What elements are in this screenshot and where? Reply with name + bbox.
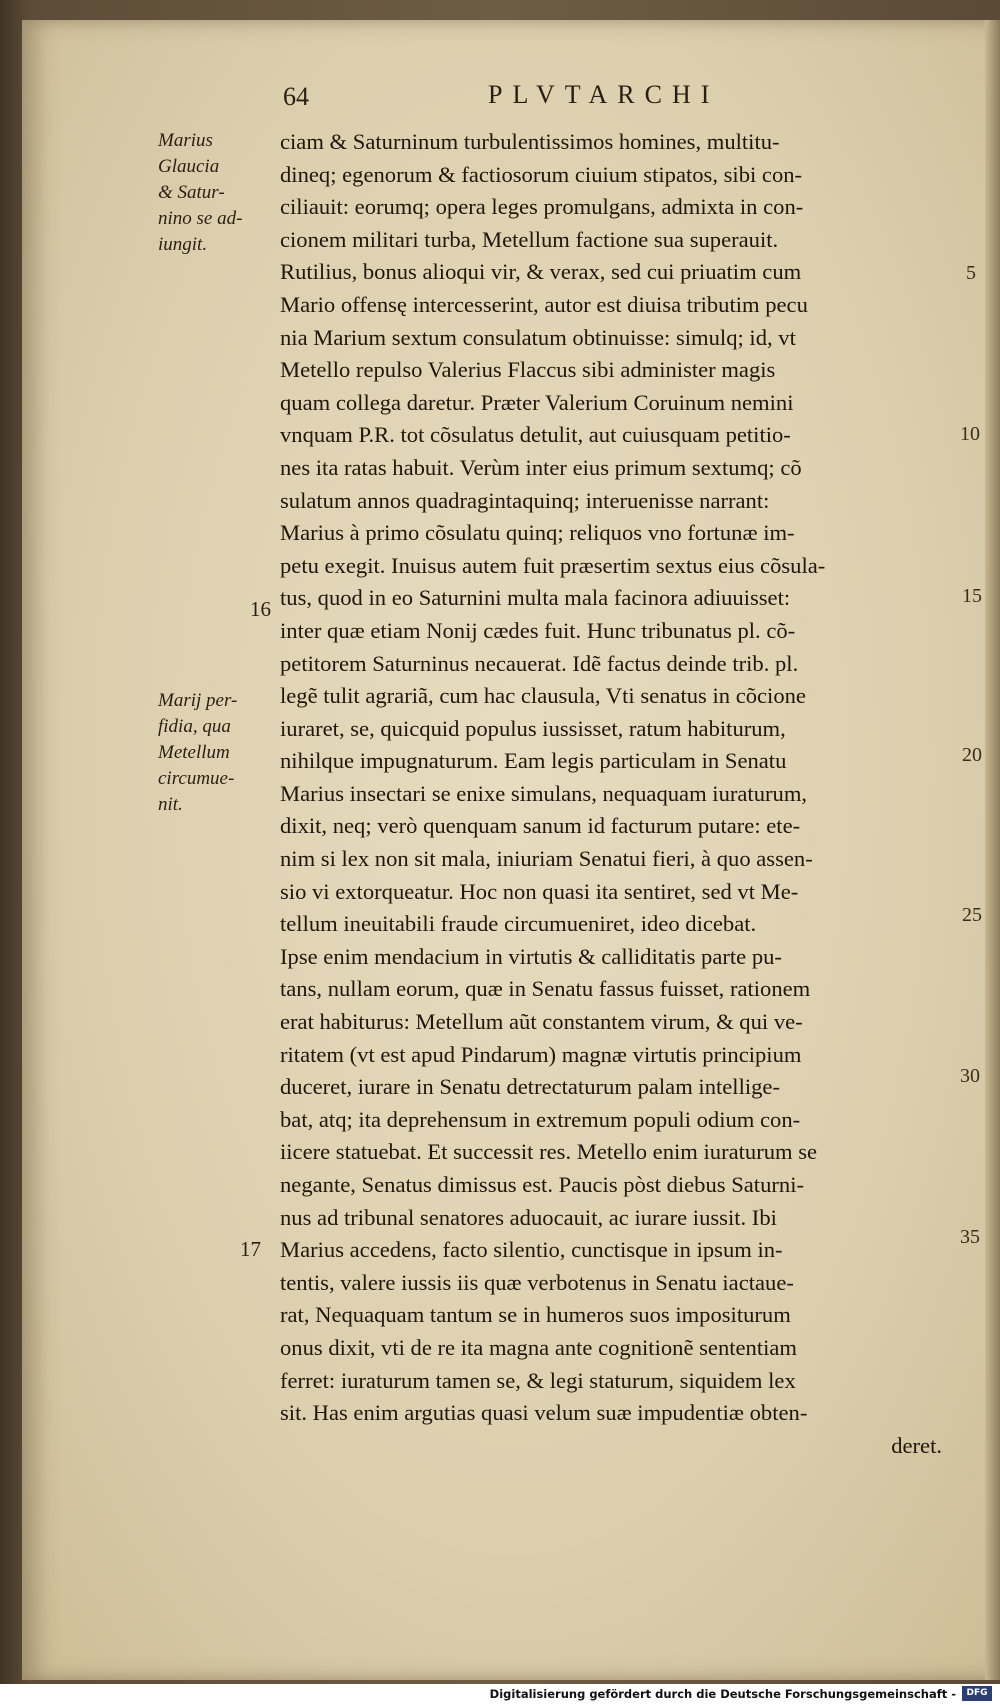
text-line: onus dixit, vti de re ita magna ante cognitionẽ sententiam (280, 1334, 798, 1360)
text-line: bat, atq; ita deprehensum in extremum populi odium con- (280, 1106, 801, 1132)
margin-note-line: iungit. (158, 234, 208, 255)
line-number-30: 30 (960, 1065, 980, 1087)
margin-note-line: Marij per- (158, 690, 238, 711)
text-line: legẽ tulit agrariã, cum hac clausula, Vti senatus in cõcione (280, 683, 806, 709)
margin-note-line: Metellum (158, 742, 230, 763)
text-line: ferret: iuraturum tamen se, & legi staturum, siquidem lex (280, 1367, 796, 1393)
text-line: nes ita ratas habuit. Verùm inter eius primum sextumq; cõ (280, 454, 802, 480)
line-number-15: 15 (962, 585, 982, 607)
text-line: nihilque impugnaturum. Eam legis particulam in Senatu (280, 748, 787, 774)
text-line: iicere statuebat. Et successit res. Metello enim iuraturum se (280, 1139, 818, 1165)
text-line: nim si lex non sit mala, iniuriam Senatui fieri, à quo assen- (280, 846, 813, 872)
line-number-35: 35 (960, 1226, 980, 1248)
text-line: Ipse enim mendacium in virtutis & calliditatis parte pu- (280, 943, 782, 969)
page-number: 64 (283, 82, 309, 111)
page-edge (985, 20, 1000, 1680)
text-line: iuraret, se, quicquid populus iussisset, ratum habiturum, (280, 715, 786, 741)
margin-note-line: nit. (158, 794, 183, 815)
margin-note-line: Marius (158, 130, 213, 151)
line-number-20: 20 (962, 744, 982, 766)
text-line: Marius accedens, facto silentio, cunctisque in ipsum in- (280, 1237, 783, 1263)
margin-note-2 (158, 688, 237, 818)
text-line: dineq; egenorum & factiosorum ciuium stipatos, sibi con- (280, 161, 803, 187)
text-line: duceret, iurare in Senatu detrectaturum palam intellige- (280, 1074, 780, 1100)
paragraph-number-16: 16 (250, 597, 271, 621)
text-line: inter quæ etiam Nonij cædes fuit. Hunc tribunatus pl. cõ- (280, 617, 796, 643)
text-line: negante, Senatus dimissus est. Paucis pòst diebus Saturni- (280, 1172, 805, 1197)
text-line: Marius insectari se enixe simulans, nequaquam iuraturum, (280, 780, 808, 806)
line-number-25: 25 (962, 904, 982, 926)
margin-note-line: fidia, qua (158, 716, 231, 737)
text-line: tentis, valere iussis iis quæ verbotenus in Senatu iactaue- (280, 1269, 794, 1295)
text-line: sio vi extorqueatur. Hoc non quasi ita sentiret, sed vt Me- (280, 878, 799, 904)
text-line-last: deret. (891, 1432, 942, 1458)
text-line: nia Marium sextum consulatum obtinuisse: simulq; id, vt (280, 324, 796, 350)
text-line: quam collega daretur. Præter Valerium Coruinum nemini (280, 389, 794, 415)
text-line: rat, Nequaquam tantum se in humeros suos impositurum (280, 1302, 791, 1328)
text-line: sit. Has enim argutias quasi velum suæ impudentiæ obten- (280, 1400, 808, 1426)
text-line: Marius à primo cõsulatu quinq; reliquos vno fortunæ im- (280, 520, 795, 546)
text-line: petu exegit. Inuisus autem fuit præsertim sextus eius cõsula- (280, 552, 826, 578)
line-number-5: 5 (966, 262, 976, 284)
text-line: vnquam P.R. tot cõsulatus detulit, aut cuiusquam petitio- (280, 422, 791, 448)
text-line: dixit, neq; verò quenquam sanum id facturum putare: ete- (280, 813, 801, 839)
margin-note-1 (158, 128, 242, 258)
footer-credit: Digitalisierung gefördert durch die Deutsche Forschungsgemeinschaft - (489, 1687, 956, 1701)
text-line: petitorem Saturninus necauerat. Idẽ factus deinde trib. pl. (280, 650, 799, 676)
running-title: PLVTARCHI (488, 80, 720, 109)
text-line: tans, nullam eorum, quæ in Senatu fassus fuisset, rationem (280, 976, 811, 1002)
text-line: tus, quod in eo Saturnini multa mala facinora adiuuisset: (280, 585, 791, 611)
text-line: ciliauit: eorumq; opera leges promulgans, admixta in con- (280, 194, 804, 220)
body-text (280, 126, 960, 1462)
text-line: sulatum annos quadragintaquinq; interuenisse narrant: (280, 487, 770, 513)
line-number-10: 10 (960, 423, 980, 445)
text-line: nus ad tribunal senatores aduocauit, ac iurare iussit. Ibi (280, 1204, 777, 1230)
text-line: cionem militari turba, Metellum factione sua superauit. (280, 226, 779, 252)
paragraph-number-17: 17 (240, 1237, 261, 1261)
text-line: Rutilius, bonus alioqui vir, & verax, sed cui priuatim cum (280, 259, 802, 285)
margin-note-line: circumue- (158, 768, 235, 789)
margin-note-line: nino se ad- (158, 208, 243, 229)
text-line: tellum ineuitabili fraude circumueniret, ideo dicebat. (280, 911, 757, 937)
text-line: ciam & Saturninum turbulentissimos homines, multitu- (280, 129, 780, 154)
margin-note-line: Glaucia (158, 156, 220, 177)
dfg-logo: DFG (962, 1686, 992, 1701)
text-line: Metello repulso Valerius Flaccus sibi administer magis (280, 357, 776, 383)
text-line: Mario offensę intercesserint, autor est diuisa tributim pecu (280, 291, 808, 317)
text-line: erat habiturus: Metellum aũt constantem virum, & qui ve- (280, 1009, 803, 1035)
margin-note-line: & Satur- (158, 182, 225, 203)
text-line: ritatem (vt est apud Pindarum) magnæ virtutis principium (280, 1041, 802, 1067)
